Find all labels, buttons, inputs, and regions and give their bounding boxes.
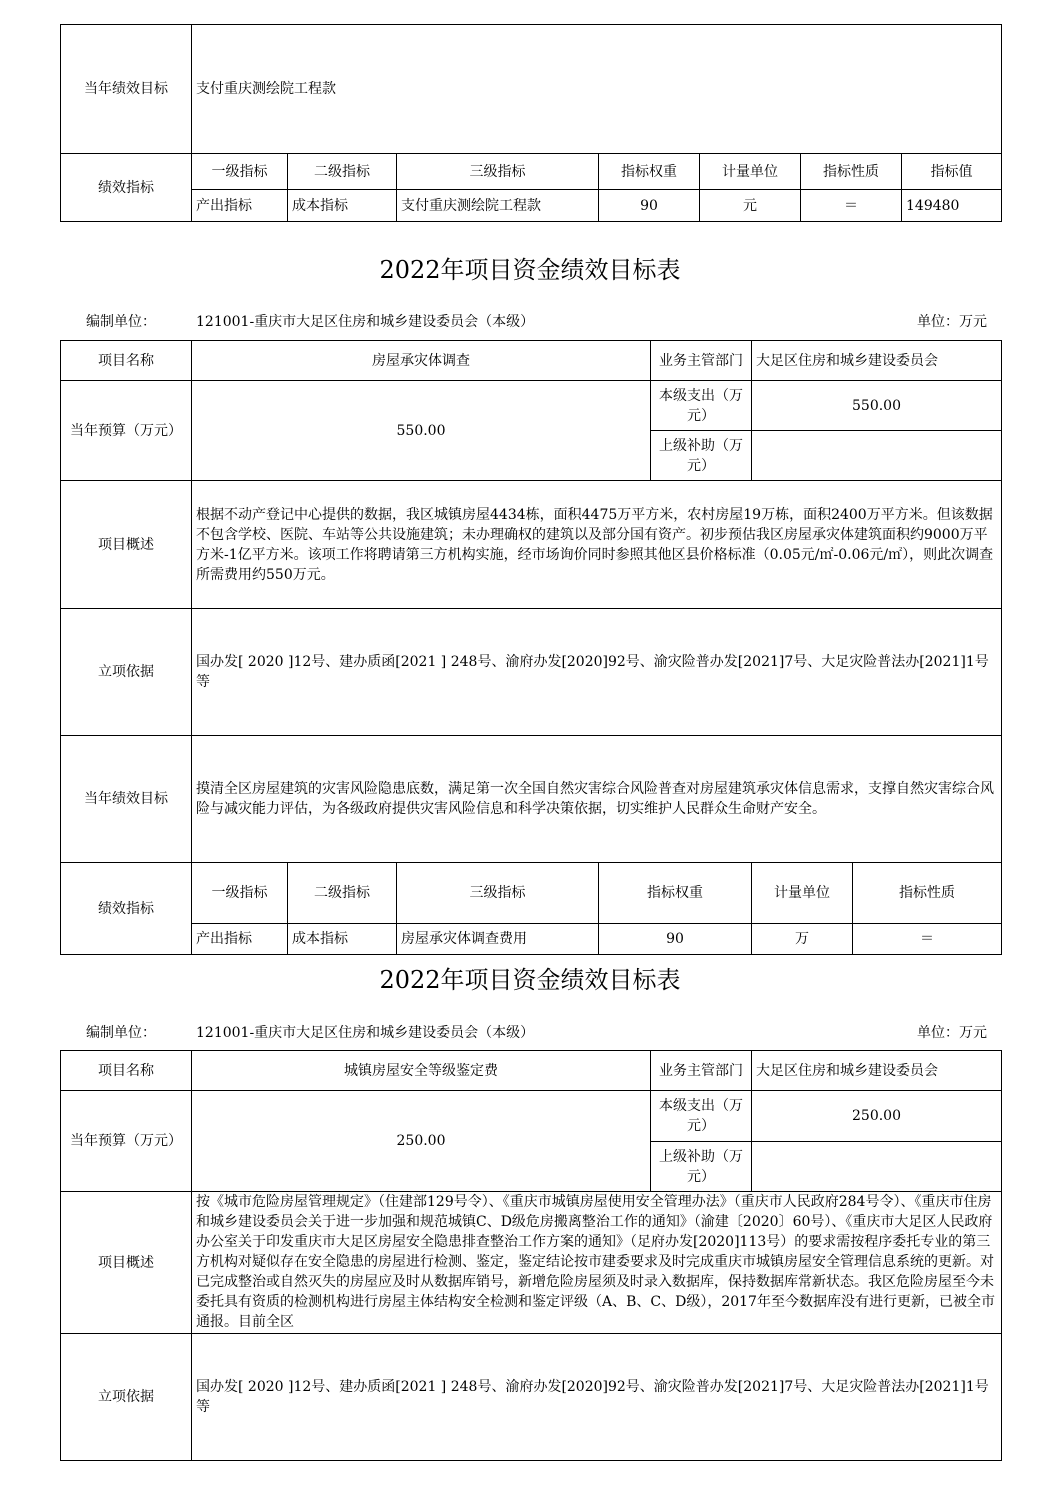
- basis-text: 国办发[ 2020 ]12号、建办质函[2021 ] 248号、渝府办发[2020]92号、渝灾险普办发[2021]7号、大足灾险普法办[2021]1号等: [192, 1334, 1002, 1461]
- budget-value: 250.00: [192, 1091, 651, 1192]
- section1-unit-prefix: 编制单位：: [86, 314, 156, 330]
- header-cell: 二级指标: [288, 863, 397, 924]
- section2-unit-right: 单位：万元: [917, 1025, 987, 1041]
- goal-label: 当年绩效目标: [61, 736, 192, 863]
- budget-value: 550.00: [192, 381, 651, 481]
- section1-unit-right: 单位：万元: [917, 314, 987, 330]
- upper-subsidy-value: [752, 431, 1002, 481]
- goal-text: 摸清全区房屋建筑的灾害风险隐患底数，满足第一次全国自然灾害综合风险普查对房屋建筑承灾体信息需求，支撑自然灾害综合风险与减灾能力评估，为各级政府提供灾害风险信息和科学决策依据，切实维护人民群众生命财产安全。: [192, 736, 1002, 863]
- metric-cell: 房屋承灾体调查费用: [397, 924, 599, 955]
- upper-subsidy-label: 上级补助（万元）: [651, 1142, 752, 1192]
- section2-unit-prefix: 编制单位：: [86, 1025, 156, 1041]
- project-name-label: 项目名称: [61, 1051, 192, 1091]
- header-cell: 三级指标: [397, 863, 599, 924]
- section1-title: 2022年项目资金绩效目标表: [379, 256, 681, 284]
- budget-label: 当年预算（万元）: [61, 1091, 192, 1192]
- dept-value: 大足区住房和城乡建设委员会: [752, 1051, 1002, 1091]
- header-cell: 二级指标: [288, 154, 397, 190]
- upper-subsidy-label: 上级补助（万元）: [651, 431, 752, 481]
- budget-label: 当年预算（万元）: [61, 381, 192, 481]
- header-cell: 一级指标: [192, 863, 288, 924]
- metric-cell: 元: [700, 190, 801, 222]
- own-spend-label: 本级支出（万元）: [651, 1091, 752, 1142]
- section2-title: 2022年项目资金绩效目标表: [379, 966, 681, 994]
- header-cell: 三级指标: [397, 154, 599, 190]
- dept-label: 业务主管部门: [651, 341, 752, 381]
- metric-cell: 90: [599, 190, 700, 222]
- header-cell: 指标值: [902, 154, 1002, 190]
- basis-label: 立项依据: [61, 1334, 192, 1461]
- metric-cell: ＝: [801, 190, 902, 222]
- metric-cell: 支付重庆测绘院工程款: [397, 190, 599, 222]
- metric-cell: ＝: [853, 924, 1002, 955]
- metrics-label: 绩效指标: [61, 154, 192, 222]
- metric-cell: 149480: [902, 190, 1002, 222]
- project-name-value: 房屋承灾体调查: [192, 341, 651, 381]
- section1-unit-value: 121001-重庆市大足区住房和城乡建设委员会（本级）: [196, 314, 535, 330]
- basis-label: 立项依据: [61, 609, 192, 736]
- project-name-label: 项目名称: [61, 341, 192, 381]
- header-cell: 指标权重: [599, 154, 700, 190]
- overview-text: 按《城市危险房屋管理规定》（住建部129号令）、《重庆市城镇房屋使用安全管理办法》（重庆市人民政府284号令）、《重庆市住房和城乡建设委员会关于进一步加强和规范城镇C、D级危房搬离整治工作的通知》（渝建〔2020〕60号）、《重庆市大足区人民政府办公室关于印发重庆市大足区房屋安全隐患排查整治工作方案的通知》（足府办发[2020]113号）的要求需按程序委托专业的第三方机构对疑似存在安全隐患的房屋进行检测、鉴定，鉴定结论按市建委要求及时完成重庆市城镇房屋安全管理信息系统的更新。对已完成整治或自然灭失的房屋应及时从数据库销号，新增危险房屋须及时录入数据库，保持数据库常新状态。我区危险房屋至今未委托具有资质的检测机构进行房屋主体结构安全检测和鉴定评级（A、B、C、D级），2017年至今数据库没有进行更新，已被全市通报。目前全区: [196, 1194, 995, 1330]
- dept-label: 业务主管部门: [651, 1051, 752, 1091]
- dept-value: 大足区住房和城乡建设委员会: [752, 341, 1002, 381]
- metric-cell: 万: [752, 924, 853, 955]
- basis-text: 国办发[ 2020 ]12号、建办质函[2021 ] 248号、渝府办发[2020]92号、渝灾险普办发[2021]7号、大足灾险普法办[2021]1号等: [192, 609, 1002, 736]
- header-cell: 一级指标: [192, 154, 288, 190]
- overview-label: 项目概述: [61, 1192, 192, 1334]
- header-cell: 指标性质: [801, 154, 902, 190]
- metric-cell: 90: [599, 924, 752, 955]
- metric-cell: 产出指标: [192, 190, 288, 222]
- metric-cell: 成本指标: [288, 924, 397, 955]
- upper-subsidy-value: [752, 1142, 1002, 1192]
- metric-cell: 成本指标: [288, 190, 397, 222]
- goal-label: 当年绩效目标: [61, 25, 192, 154]
- own-spend-label: 本级支出（万元）: [651, 381, 752, 431]
- header-cell: 计量单位: [752, 863, 853, 924]
- header-cell: 指标权重: [599, 863, 752, 924]
- header-cell: 指标性质: [853, 863, 1002, 924]
- fragment-table: [60, 24, 1002, 222]
- goal-text: 支付重庆测绘院工程款: [192, 25, 1002, 154]
- overview-label: 项目概述: [61, 481, 192, 609]
- own-spend-value: 550.00: [752, 381, 1002, 431]
- project-name-value: 城镇房屋安全等级鉴定费: [192, 1051, 651, 1091]
- header-cell: 计量单位: [700, 154, 801, 190]
- overview-text: 根据不动产登记中心提供的数据，我区城镇房屋4434栋，面积4475万平方米，农村房屋19万栋，面积2400万平方米。但该数据不包含学校、医院、车站等公共设施建筑；未办理确权的建筑以及部分国有资产。初步预估我区房屋承灾体建筑面积约9000万平方米-1亿平方米。该项工作将聘请第三方机构实施，经市场询价同时参照其他区县价格标准（0.05元/㎡-0.06元/㎡），则此次调查所需费用约550万元。: [192, 481, 1002, 609]
- section2-table: [60, 1050, 1002, 1461]
- metrics-label: 绩效指标: [61, 863, 192, 955]
- section2-unit-value: 121001-重庆市大足区住房和城乡建设委员会（本级）: [196, 1025, 535, 1041]
- section1-table: [60, 340, 1002, 955]
- own-spend-value: 250.00: [752, 1091, 1002, 1142]
- metric-cell: 产出指标: [192, 924, 288, 955]
